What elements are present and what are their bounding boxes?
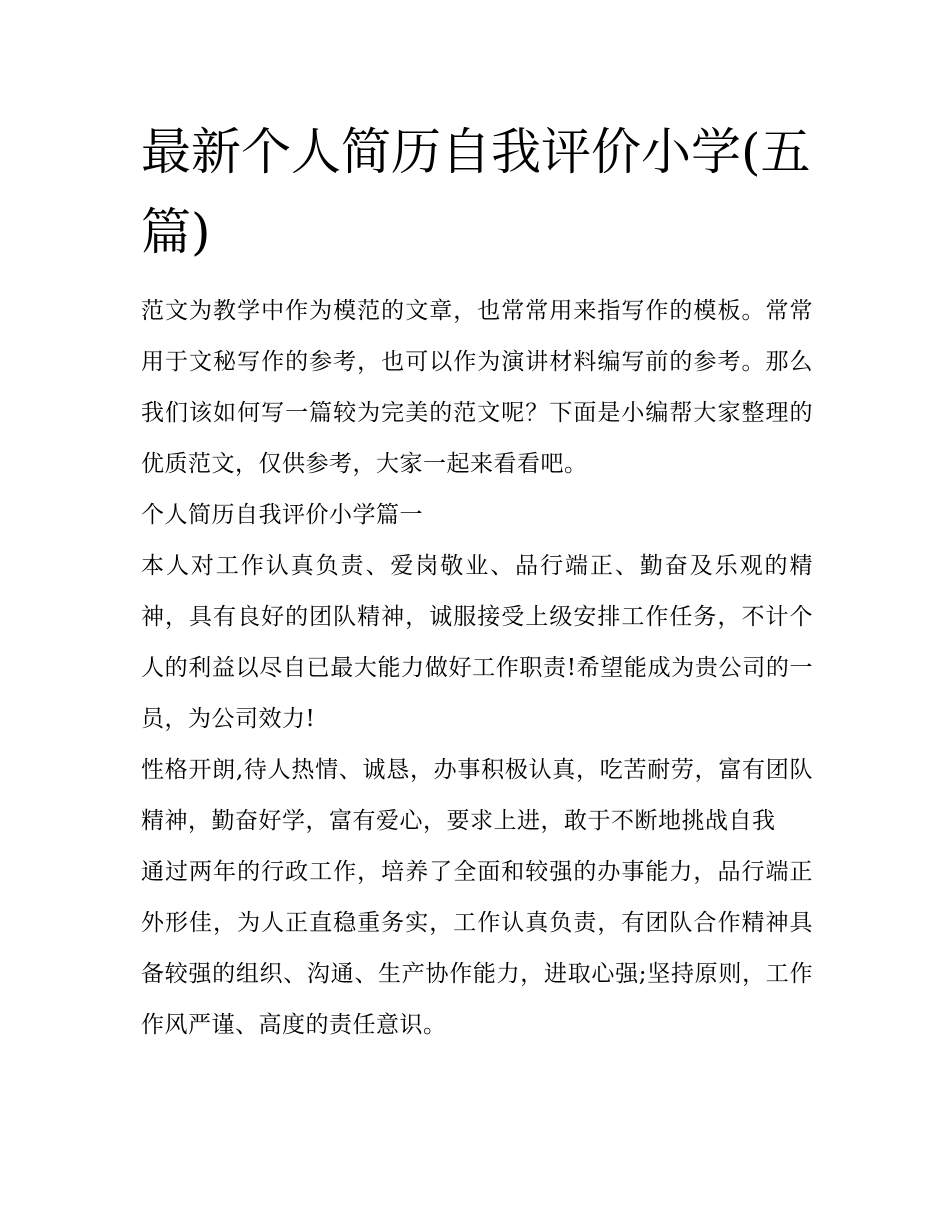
body-paragraph: 通过两年的行政工作，培养了全面和较强的办事能力，品行端正外形佳，为人正直稳重务实，工作认真负责，有团队合作精神具备较强的组织、沟通、生产协作能力，进取心强;坚持原则，工作作风严谨、高度的责任意识。 xyxy=(141,859,813,1038)
intro-paragraph: 范文为教学中作为模范的文章，也常常用来指写作的模板。常常用于文秘写作的参考，也可以作为演讲材料编写前的参考。那么我们该如何写一篇较为完美的范文呢？下面是小编帮大家整理的优质范文，仅供参考，大家一起来看看吧。 xyxy=(141,298,813,477)
document-body xyxy=(141,286,813,1051)
body-paragraph: 性格开朗,待人热情、诚恳，办事积极认真，吃苦耐劳，富有团队精神，勤奋好学，富有爱心，要求上进，敢于不断地挑战自我 xyxy=(141,757,813,834)
body-paragraph: 本人对工作认真负责、爱岗敬业、品行端正、勤奋及乐观的精神，具有良好的团队精神，诚服接受上级安排工作任务，不计个人的利益以尽自已最大能力做好工作职责!希望能成为贵公司的一员，为公司效力! xyxy=(141,553,813,732)
document-title: 最新个人简历自我评价小学(五篇) xyxy=(141,123,811,261)
document-content xyxy=(141,112,813,1051)
section-heading: 个人简历自我评价小学篇一 xyxy=(141,502,423,528)
